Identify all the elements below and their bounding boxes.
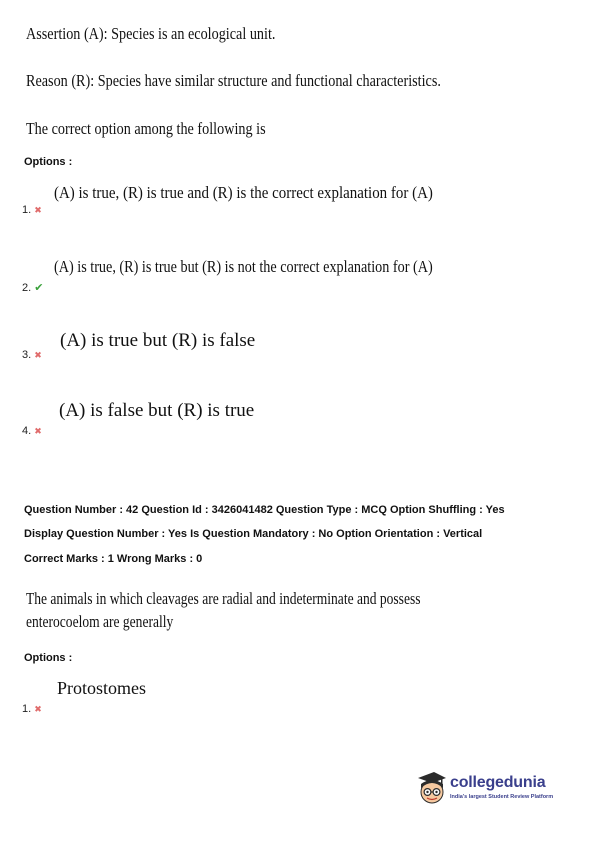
student-mascot-icon	[414, 770, 448, 810]
cross-icon: ✖	[34, 703, 42, 714]
logo-tagline: India's largest Student Review Platform	[450, 794, 554, 800]
option-number: 4. ✖	[22, 425, 42, 437]
question-text: enterocoelom are generally	[26, 612, 174, 631]
options-label: Options :	[24, 156, 73, 168]
option-text: (A) is true, (R) is true and (R) is the correct explanation for (A)	[54, 183, 433, 202]
options-label: Options :	[24, 652, 73, 664]
reason-text: Reason (R): Species have similar structure and functional characteristics.	[26, 71, 441, 90]
logo-wordmark: collegedunia	[450, 774, 546, 791]
collegedunia-logo	[414, 770, 574, 814]
question-meta-line: Correct Marks : 1 Wrong Marks : 0	[24, 553, 203, 565]
cross-icon: ✖	[34, 204, 42, 215]
option-text: Protostomes	[57, 678, 147, 698]
assertion-text: Assertion (A): Species is an ecological unit.	[26, 24, 276, 43]
option-number: 3. ✖	[22, 349, 42, 361]
option-number: 2. ✔	[22, 281, 44, 294]
question-meta-line: Display Question Number : Yes Is Question Mandatory : No Option Orientation : Vertical	[24, 528, 483, 540]
option-number: 1. ✖	[22, 703, 42, 715]
check-icon: ✔	[34, 281, 44, 294]
option-number: 1. ✖	[22, 204, 42, 216]
option-text: (A) is true, (R) is true but (R) is not the correct explanation for (A)	[54, 257, 433, 276]
option-text: (A) is true but (R) is false	[60, 330, 256, 351]
cross-icon: ✖	[34, 349, 42, 360]
question-meta-line: Question Number : 42 Question Id : 3426041482 Question Type : MCQ Option Shuffling : Yes	[24, 504, 505, 516]
question-prompt: The correct option among the following is	[26, 119, 266, 138]
option-text: (A) is false but (R) is true	[59, 400, 255, 421]
cross-icon: ✖	[34, 425, 42, 436]
question-text: The animals in which cleavages are radial and indeterminate and possess	[26, 589, 421, 608]
